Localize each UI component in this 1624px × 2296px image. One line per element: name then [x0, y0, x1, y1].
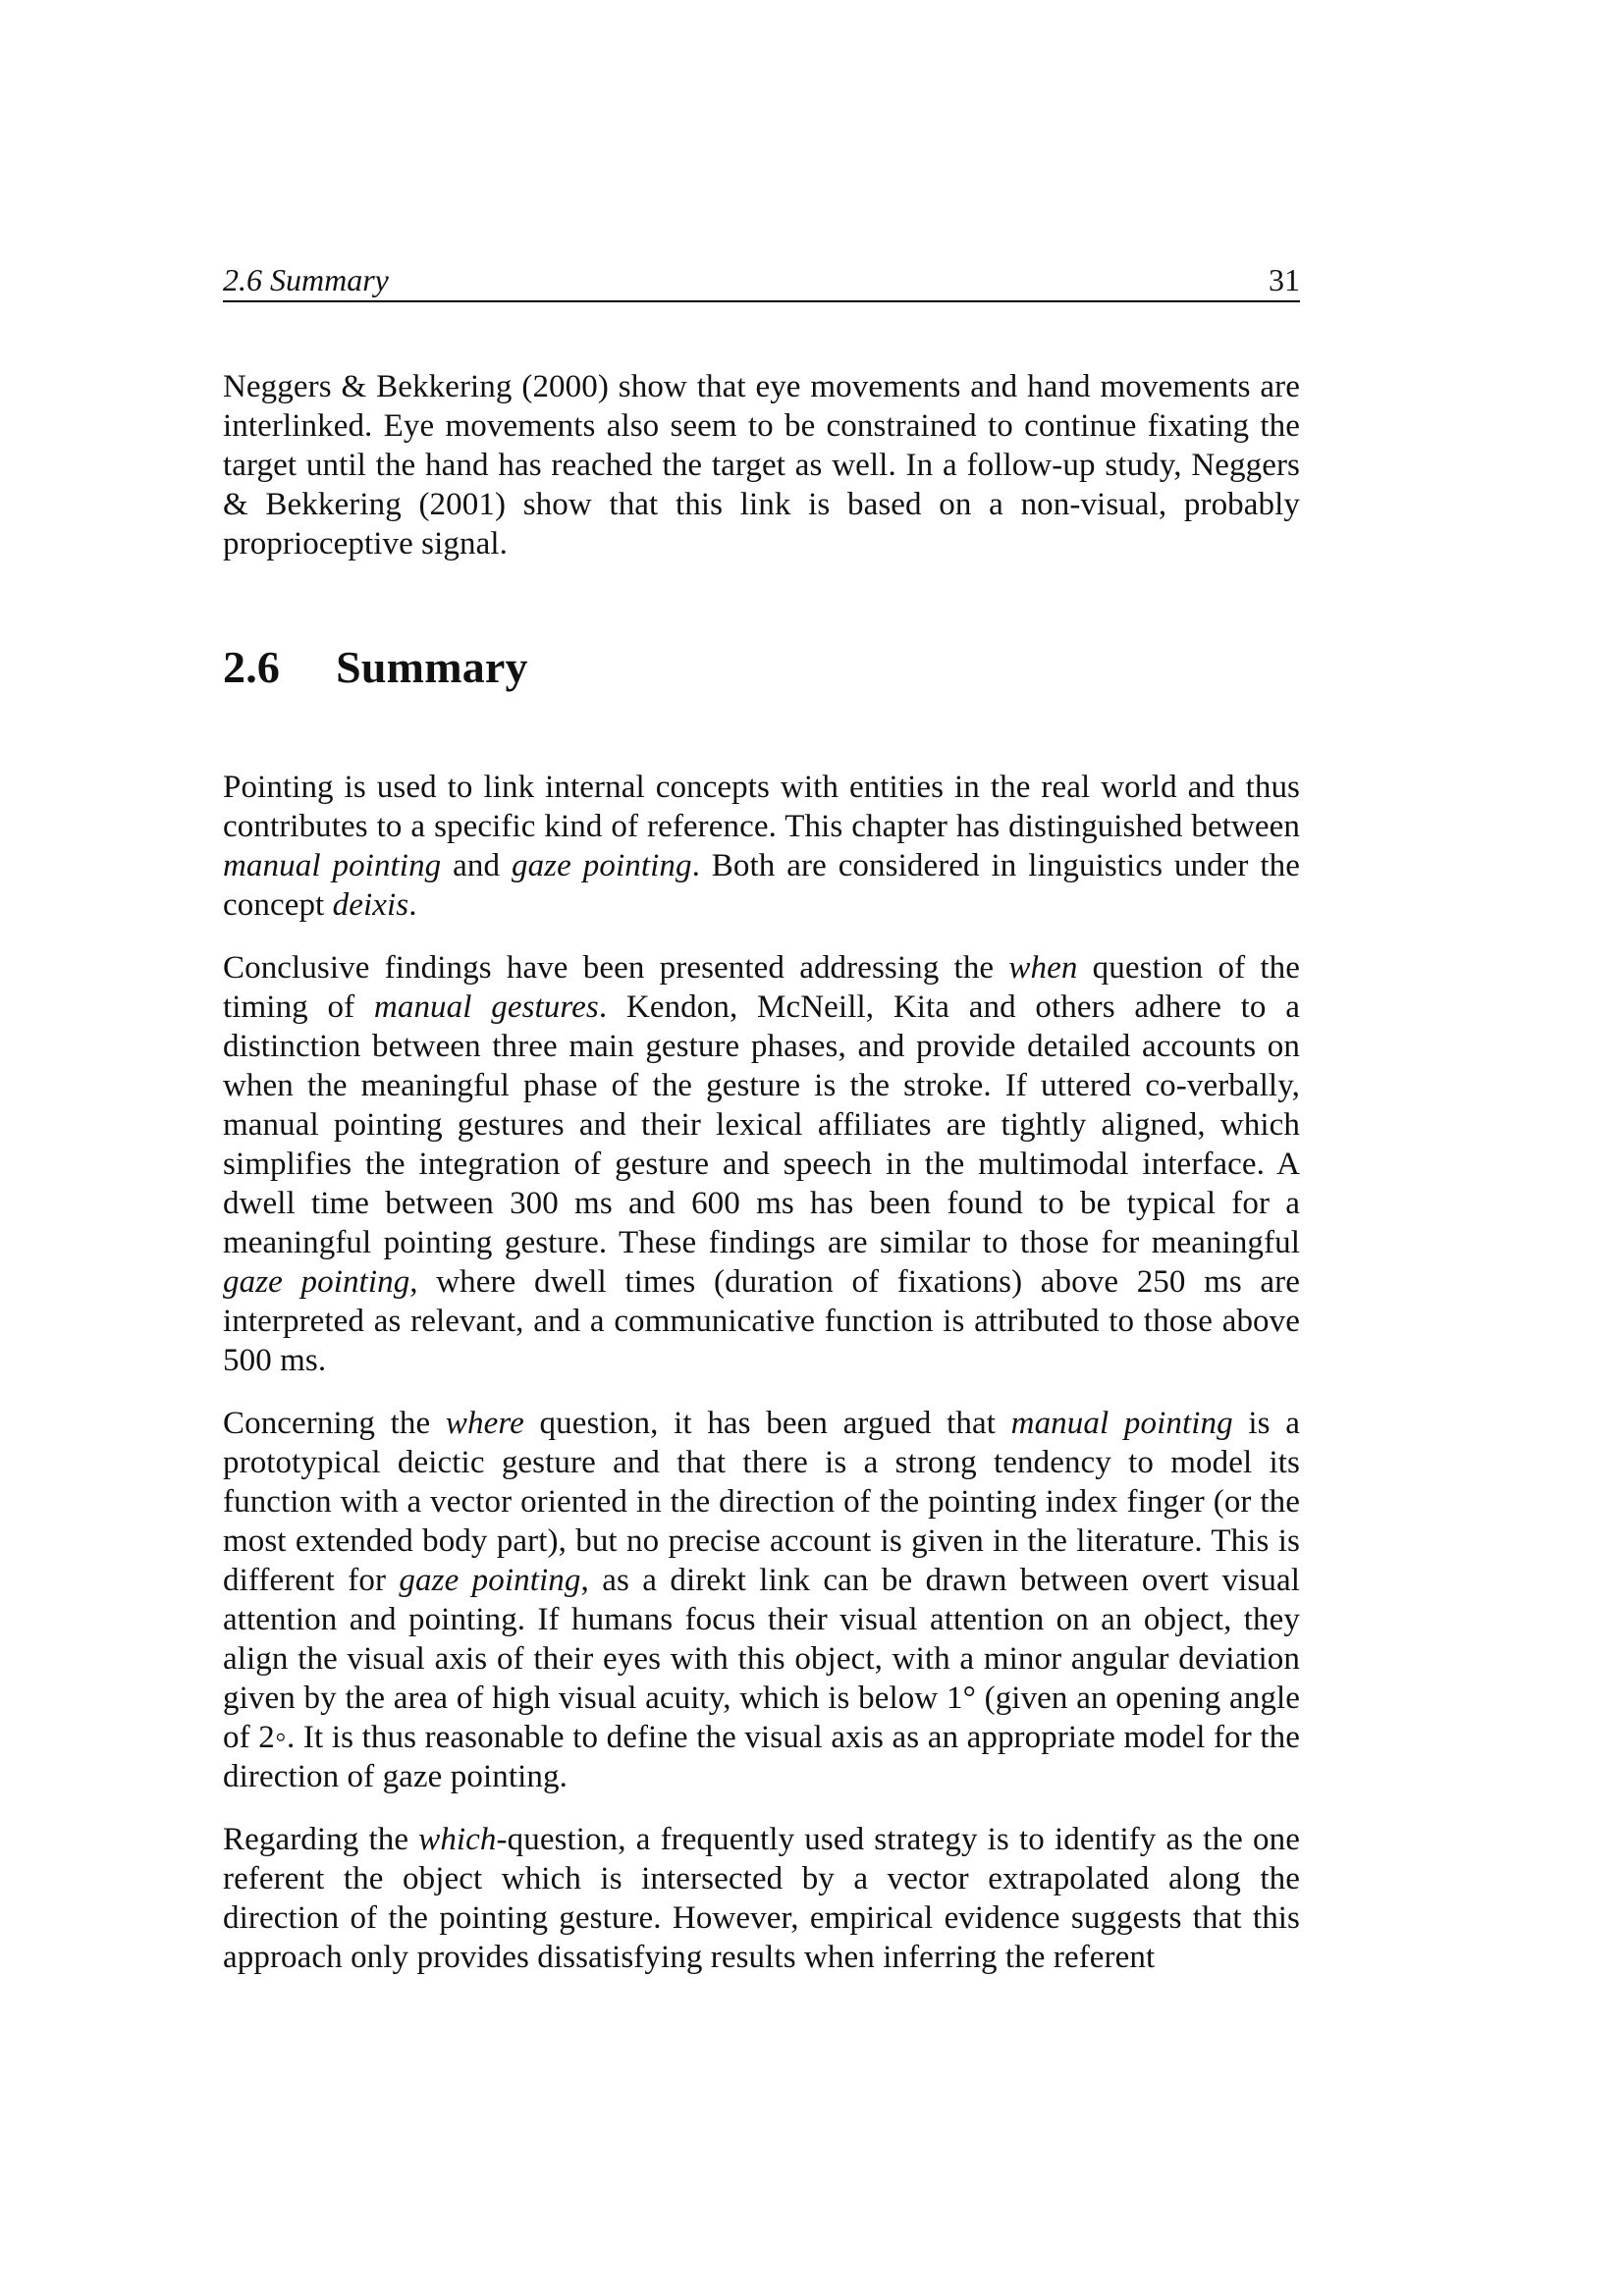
page-text-block [223, 0, 1300, 1977]
section-heading [223, 642, 1300, 693]
summary-paragraph-1: Pointing is used to link internal concepts with entities in the real world and thus contributes to a specific kind of reference. This chapter has distinguished between manual pointing and gaze pointing. Both are considered in linguistics under the concept deixis. [223, 770, 1301, 923]
summary-paragraph-2: Conclusive findings have been presented addressing the when question of the timing of manual gestures. Kendon, McNeill, Kita and others adhere to a distinction between three main gesture phases, and provide detailed accounts on when the meaningful phase of the gesture is the stroke. If uttered co-verbally, manual pointing gestures and their lexical affiliates are tightly aligned, which simplifies the integration of gesture and speech in the multimodal interface. A dwell time between 300 ms and 600 ms has been found to be typical for a meaningful pointing gesture. These findings are similar to those for meaningful gaze pointing, where dwell times (duration of fixations) above 250 ms are interpreted as relevant, and a communicative function is attributed to those above 500 ms. [223, 950, 1301, 1378]
summary-paragraph-4: Regarding the which-question, a frequently used strategy is to identify as the one referent the object which is intersected by a vector extrapolated along the direction of the pointing gesture. However, empirical evidence suggests that this approach only provides dissatisfying results when inferring the referent [223, 1822, 1300, 1975]
summary-paragraph-3: Concerning the where question, it has been argued that manual pointing is a prototypical deictic gesture and that there is a strong tendency to model its function with a vector oriented in the direction of the pointing index finger (or the most extended body part), but no precise account is given in the literature. This is different for gaze pointing, as a direkt link can be drawn between overt visual attention and pointing. If humans focus their visual attention on an object, they align the visual axis of their eyes with this object, with a minor angular deviation given by the area of high visual acuity, which is below 1° (given an opening angle of 2◦. It is thus reasonable to define the visual axis as an appropriate model for the direction of gaze pointing. [223, 1406, 1300, 1794]
running-header-page-number: 31 [1269, 262, 1300, 297]
section-number: 2.6 [223, 642, 281, 692]
section-title: Summary [336, 642, 528, 692]
intro-paragraph: Neggers & Bekkering (2000) show that eye movements and hand movements are interlinked. Eye movements also seem to be constrained to continue fixating the target until the hand has reached the target as well. In a follow-up study, Neggers & Bekkering (2001) show that this link is based on a non-visual, probably proprioceptive signal. [223, 369, 1300, 561]
running-header [223, 261, 1300, 302]
running-header-section-label: 2.6 Summary [223, 262, 389, 297]
